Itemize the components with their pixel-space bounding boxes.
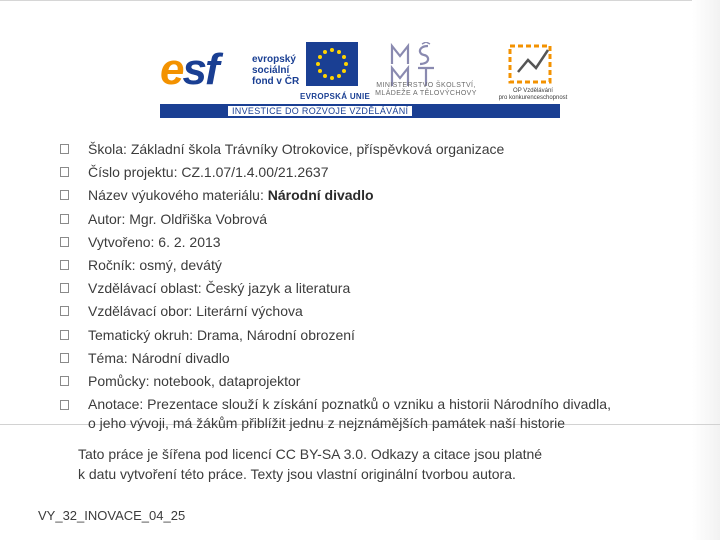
item-label: Anotace:: [88, 396, 144, 413]
item-value: Literární výchova: [196, 303, 303, 320]
op-caption-line: OP Vzdělávání: [513, 88, 553, 94]
list-item-annotation: [60, 393, 700, 433]
msmt-caption-line: MINISTERSTVO ŠKOLSTVÍ,: [376, 82, 476, 89]
msmt-caption: [366, 82, 486, 98]
list-item-topic: [60, 347, 700, 370]
item-label: Téma:: [88, 349, 128, 366]
esf-caption-line: fond v ČR: [252, 76, 300, 87]
bullet-icon: [60, 376, 69, 386]
item-value: notebook, dataprojektor: [153, 373, 301, 390]
item-value-continued: o jeho vývoji, má žákům přiblížit jednu z nejznámějších památek naší historie: [88, 415, 565, 432]
license-line: Tato práce je šířena pod licencí CC BY-SA 3.0. Odkazy a citace jsou platné: [78, 446, 543, 462]
list-item-aids: [60, 370, 700, 393]
bullet-icon: [60, 144, 69, 154]
eu-caption: EVROPSKÁ UNIE: [300, 92, 371, 101]
item-value: Mgr. Oldřiška Vobrová: [129, 210, 267, 227]
list-item-education-area: [60, 277, 700, 300]
item-value: 6. 2. 2013: [158, 233, 221, 250]
bullet-icon: [60, 190, 69, 200]
item-label: Autor:: [88, 210, 126, 227]
list-item-created: [60, 231, 700, 254]
license-note: [78, 444, 638, 484]
op-caption-line: pro konkurenceschopnost: [498, 95, 568, 101]
item-label: Vzdělávací oblast:: [88, 280, 202, 297]
item-label: Pomůcky:: [88, 373, 150, 390]
esf-caption-line: sociální: [252, 65, 290, 76]
bullet-icon: [60, 400, 69, 410]
list-item-author: [60, 208, 700, 231]
item-label: Číslo projektu:: [88, 164, 178, 181]
list-item-school: [60, 138, 700, 161]
license-line: k datu vytvoření této práce. Texty jsou vlastní originální tvorbou autora.: [78, 466, 516, 482]
eu-flag-icon: [306, 42, 358, 86]
item-label: Název výukového materiálu:: [88, 187, 264, 204]
info-list: [60, 138, 700, 433]
bullet-icon: [60, 306, 69, 316]
item-value: Drama, Národní obrození: [196, 326, 355, 343]
esf-logo-mark: esf: [160, 45, 218, 94]
list-item-grade: [60, 254, 700, 277]
list-item-material-name: [60, 184, 700, 207]
item-value: Národní divadlo: [267, 187, 374, 204]
item-value: Základní škola Trávníky Otrokovice, příspěvková organizace: [130, 141, 505, 157]
op-logo-icon: [506, 42, 556, 88]
bullet-icon: [60, 353, 69, 363]
op-caption: [488, 88, 578, 102]
item-value: Národní divadlo: [131, 349, 230, 366]
banner-strip-text: INVESTICE DO ROZVOJE VZDĚLÁVÁNÍ: [228, 106, 412, 116]
list-item-thematic-area: [60, 324, 700, 347]
bullet-icon: [60, 214, 69, 224]
item-label: Vzdělávací obor:: [88, 303, 193, 320]
bullet-icon: [60, 330, 69, 340]
list-item-project-number: [60, 161, 700, 184]
funding-banner: [140, 26, 594, 134]
esf-caption: [252, 54, 312, 87]
item-value: osmý, devátý: [139, 257, 222, 274]
bullet-icon: [60, 237, 69, 247]
esf-logo: [160, 40, 300, 102]
esf-caption-line: evropský: [252, 54, 296, 65]
bullet-icon: [60, 167, 69, 177]
item-value: CZ.1.07/1.4.00/21.2637: [181, 164, 329, 181]
item-label: Vytvořeno:: [88, 233, 155, 250]
msmt-caption-line: MLÁDEŽE A TĚLOVÝCHOVY: [375, 90, 477, 97]
list-item-education-field: [60, 300, 700, 323]
bullet-icon: [60, 260, 69, 270]
item-label: Škola:: [88, 141, 127, 157]
item-value: Prezentace slouží k získání poznatků o vzniku a historii Národního divadla,: [147, 396, 611, 413]
item-value: Český jazyk a literatura: [205, 280, 351, 297]
bullet-icon: [60, 283, 69, 293]
top-frame: [0, 0, 720, 9]
item-label: Ročník:: [88, 257, 136, 274]
material-code: VY_32_INOVACE_04_25: [38, 508, 186, 523]
item-label: Tematický okruh:: [88, 326, 194, 343]
